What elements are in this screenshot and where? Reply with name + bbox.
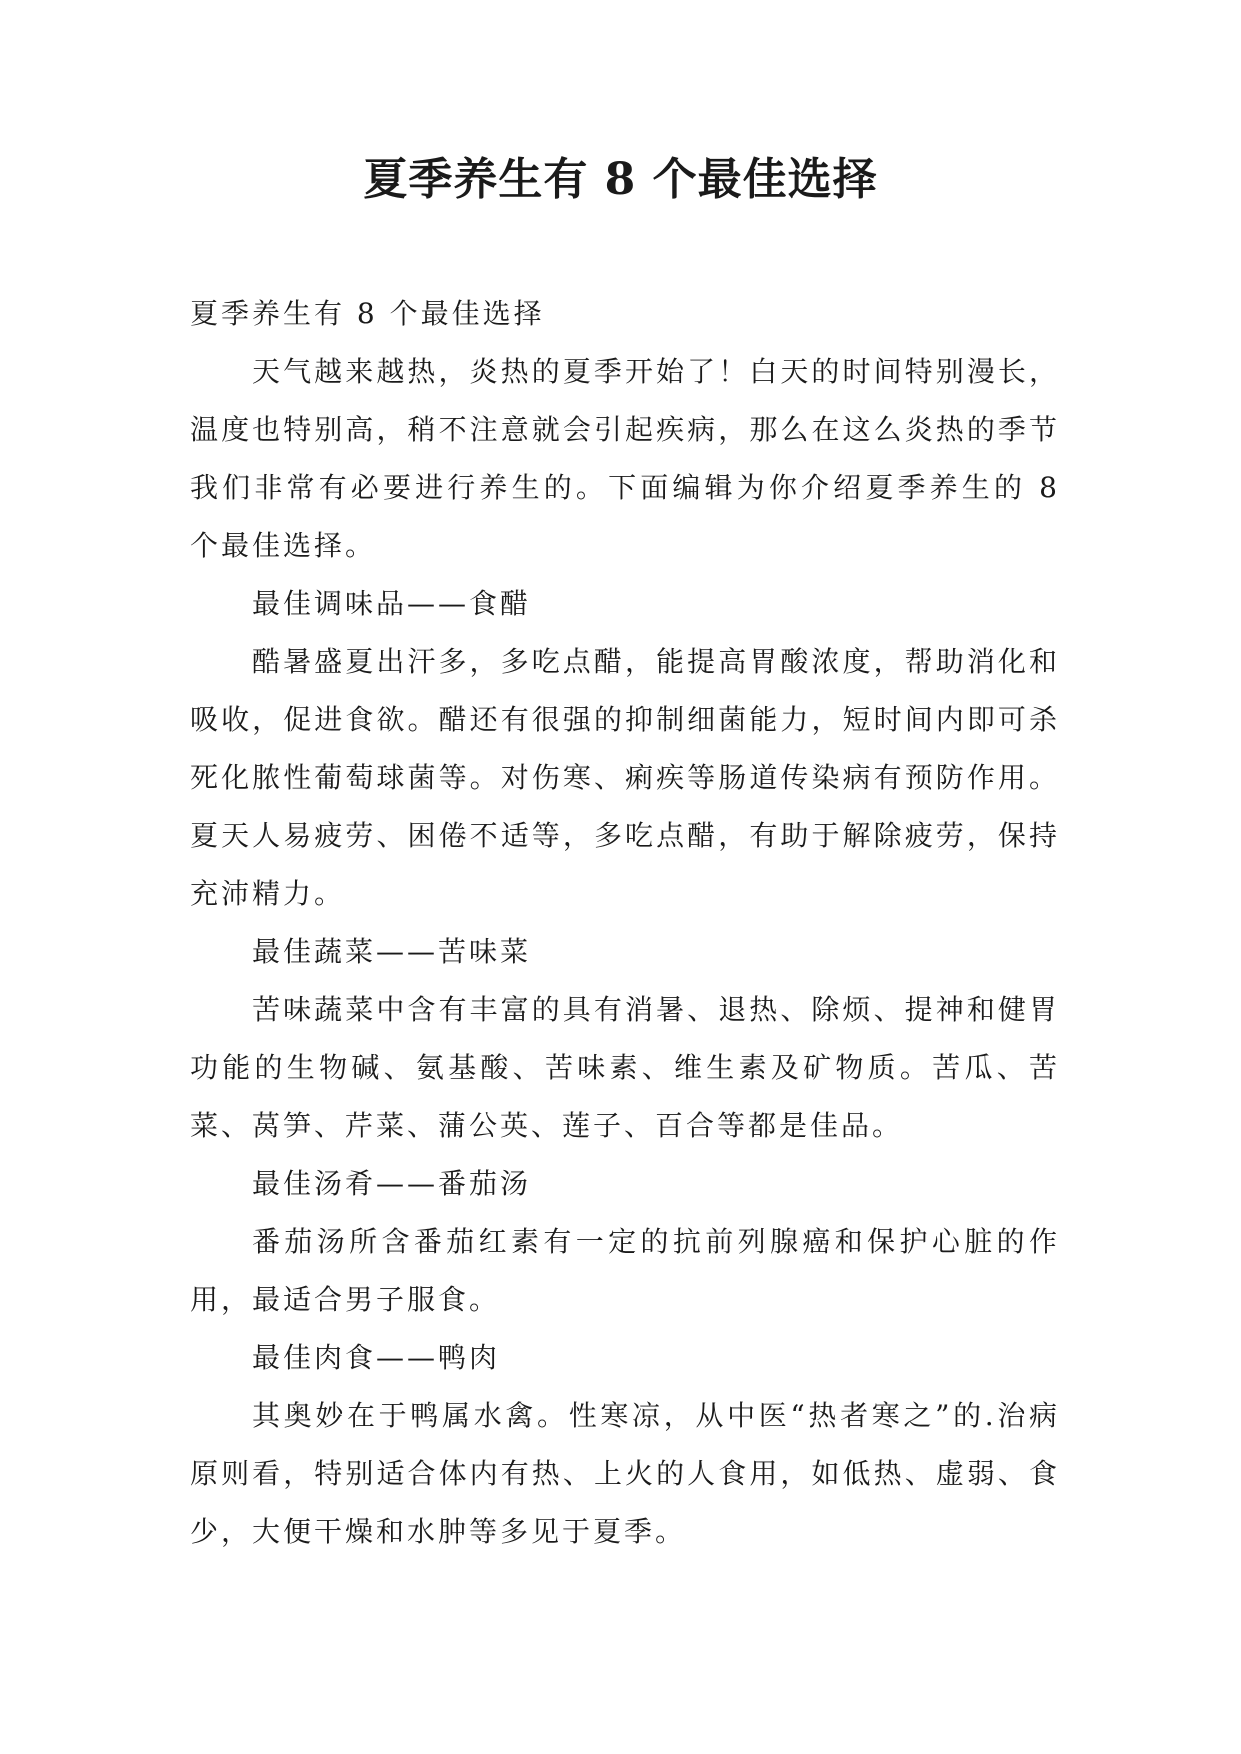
section-heading-tomato-soup: 最佳汤肴——番茄汤 [252, 1167, 532, 1200]
section-heading-bitter-vegetables: 最佳蔬菜——苦味菜 [252, 935, 532, 968]
section-heading-vinegar: 最佳调味品——食醋 [252, 587, 532, 620]
vinegar-paragraph: 酷暑盛夏出汗多，多吃点醋，能提高胃酸浓度，帮助消化和吸收，促进食欲。醋还有很强的抑制细菌能力，短时间内即可杀死化脓性葡萄球菌等。对伤寒、痢疾等肠道传染病有预防作用。夏天人易疲劳、困倦不适等，多吃点醋，有助于解除疲劳，保持充沛精力。 [190, 645, 1060, 910]
document-title: 夏季养生有 8 个最佳选择 [363, 154, 878, 205]
section-heading-duck: 最佳肉食——鸭肉 [252, 1341, 501, 1374]
document-body [190, 285, 1060, 1561]
tomato-soup-paragraph: 番茄汤所含番茄红素有一定的抗前列腺癌和保护心脏的作用，最适合男子服食。 [190, 1225, 1060, 1316]
bitter-vegetables-paragraph: 苦味蔬菜中含有丰富的具有消暑、退热、除烦、提神和健胃功能的生物碱、氨基酸、苦味素、维生素及矿物质。苦瓜、苦菜、莴笋、芹菜、蒲公英、莲子、百合等都是佳品。 [190, 993, 1060, 1142]
document-subtitle: 夏季养生有 8 个最佳选择 [190, 297, 545, 330]
intro-paragraph: 天气越来越热，炎热的夏季开始了！白天的时间特别漫长，温度也特别高，稍不注意就会引起疾病，那么在这么炎热的季节我们非常有必要进行养生的。下面编辑为你介绍夏季养生的 8 个最佳选择。 [190, 355, 1060, 562]
duck-paragraph: 其奥妙在于鸭属水禽。性寒凉，从中医“热者寒之”的.治病原则看，特别适合体内有热、上火的人食用，如低热、虚弱、食少，大便干燥和水肿等多见于夏季。 [190, 1399, 1060, 1548]
